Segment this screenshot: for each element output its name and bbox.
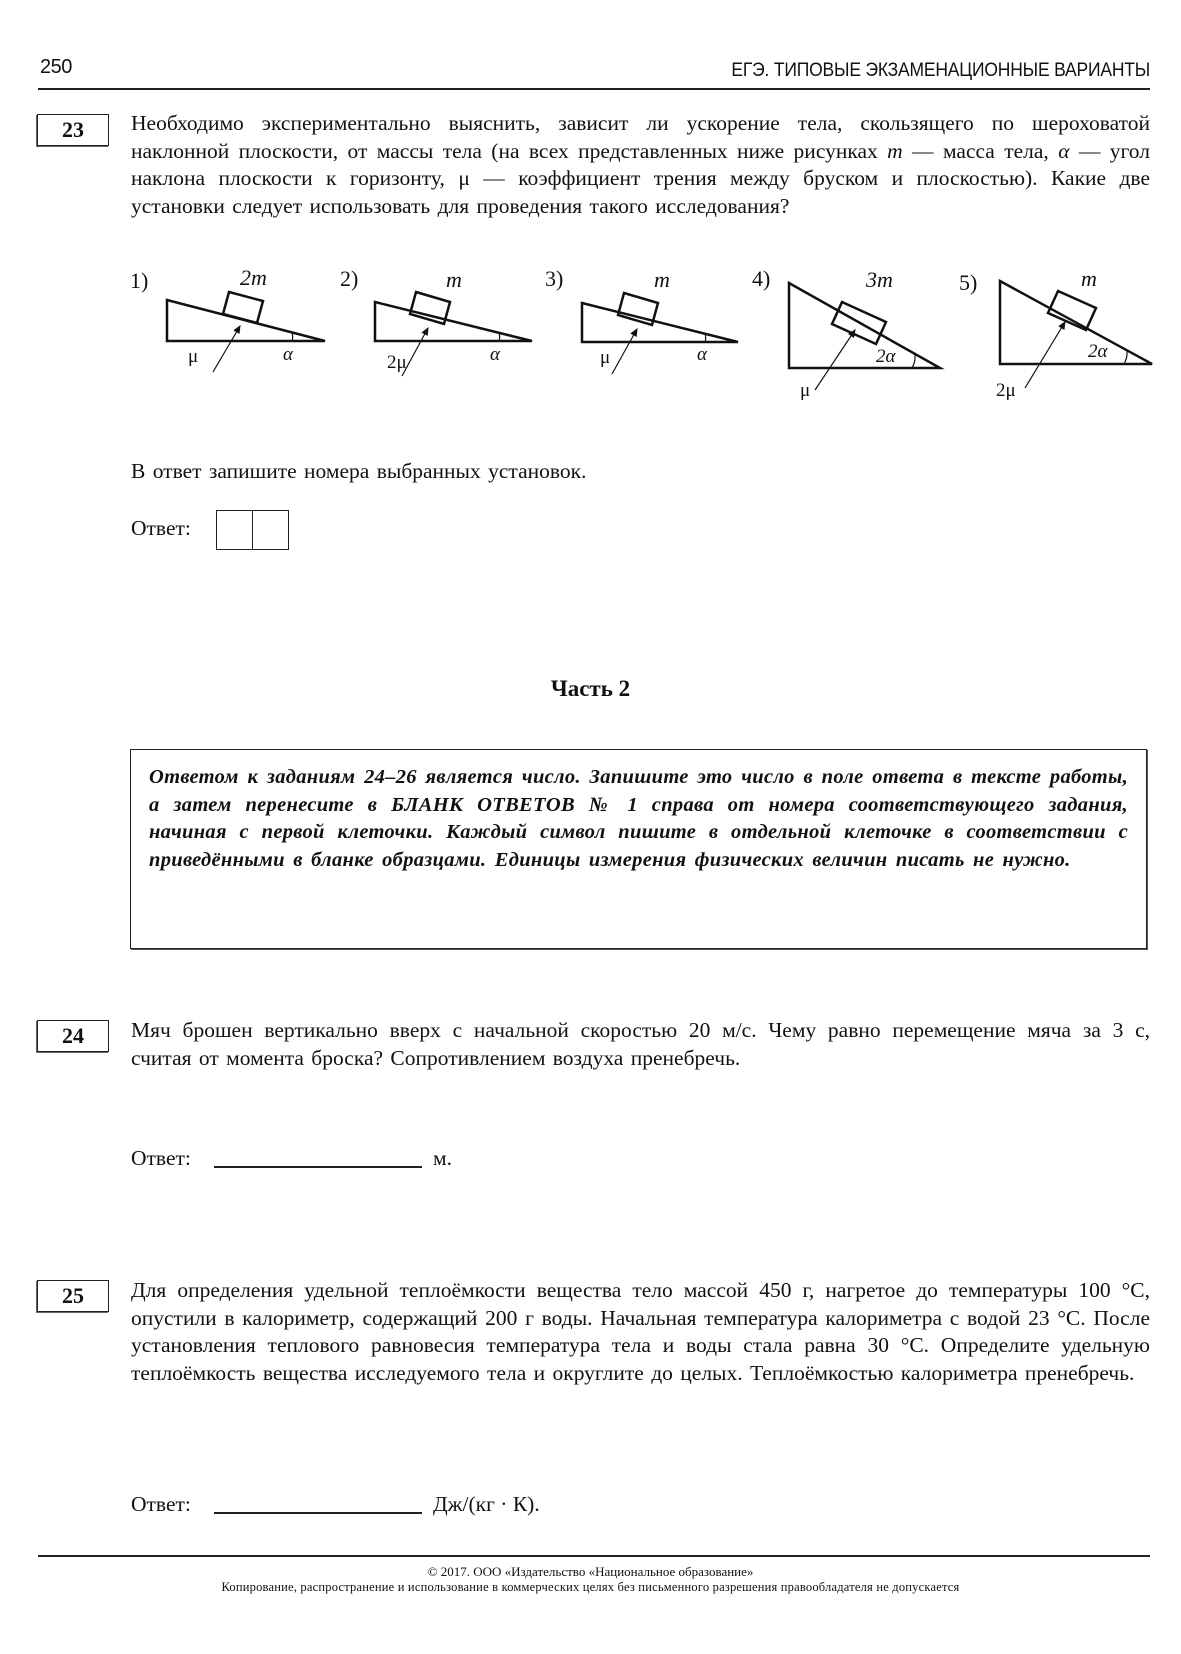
answer-cell-1[interactable] xyxy=(217,511,252,549)
figure-4-mass: 3m xyxy=(866,267,893,292)
figure-4 xyxy=(789,283,940,390)
figure-4-angle: 2α xyxy=(876,346,896,367)
task-23-instruction: В ответ запишите номера выбранных установок. xyxy=(131,459,587,483)
footer-divider xyxy=(38,1555,1150,1557)
figure-2-label: 2) xyxy=(340,266,359,291)
figure-5-friction: 2μ xyxy=(996,380,1016,401)
figure-5-mass: m xyxy=(1081,266,1097,291)
task-24-answer-line xyxy=(214,1166,422,1168)
task-25-answer-field[interactable] xyxy=(214,1486,422,1510)
figure-1-friction: μ xyxy=(188,346,199,367)
figure-5 xyxy=(1000,281,1152,388)
task-23-text: Необходимо экспериментально выяснить, зависит ли ускорение тела, скользящего по шероховатой наклонной плоскости, от массы тела (на всех представленных ниже рисунках xyxy=(131,111,1150,163)
task-25-answer-label: Ответ: xyxy=(131,1492,191,1516)
figure-1-label: 1) xyxy=(130,268,149,293)
header-divider xyxy=(38,88,1150,90)
figure-3-friction: μ xyxy=(600,347,611,368)
figure-3-mass: m xyxy=(654,267,670,292)
footer-legal-notice: Копирование, распространение и использование в коммерческих целях без письменного разрешения правообладателя не допускается xyxy=(221,1580,960,1594)
figure-4-friction: μ xyxy=(800,380,811,401)
task-24-unit: м. xyxy=(433,1146,452,1170)
figure-3-label: 3) xyxy=(545,266,564,291)
task-23-question: Необходимо экспериментально выяснить, зависит ли ускорение тела, скользящего по шероховатой наклонной плоскости, от массы тела (на всех представленных ниже рисунках m — масса тела, α — угол наклона плоскости к горизонту, μ — коэффициент трения между бруском и плоскостью). Какие две установки следует использовать для проведения такого исследования? xyxy=(131,111,1150,218)
running-title: ЕГЭ. ТИПОВЫЕ ЭКЗАМЕНАЦИОННЫЕ ВАРИАНТЫ xyxy=(731,60,1150,81)
figure-5-label: 5) xyxy=(959,270,978,295)
task-number-23: 23 xyxy=(37,114,109,146)
task-24-answer-field[interactable] xyxy=(214,1140,422,1164)
part-2-title: Часть 2 xyxy=(550,676,631,701)
inclined-plane-figures xyxy=(0,260,1181,410)
task-23-answer-label: Ответ: xyxy=(131,516,191,540)
figure-3-angle: α xyxy=(697,344,707,365)
figure-5-angle: 2α xyxy=(1088,341,1108,362)
figure-1-angle: α xyxy=(283,344,293,365)
task-24-question: Мяч брошен вертикально вверх с начальной скоростью 20 м/с. Чему равно перемещение мяча за 3 с, считая от момента броска? Сопротивлением воздуха пренебречь. xyxy=(131,1018,1150,1070)
task-number-24: 24 xyxy=(37,1020,109,1052)
task-number-25: 25 xyxy=(37,1280,109,1312)
part-2-instructions: Ответом к заданиям 24–26 является число. Запишите это число в поле ответа в тексте работы, а затем перенесите в БЛАНК ОТВЕТОВ № 1 справа от номера соответствующего задания, начиная с первой клеточки. Каждый символ пишите в отдельной клеточке в соответствии с приведёнными в бланке образцами. Единицы измерения физических величин писать не нужно. xyxy=(149,766,1128,871)
task-25-answer-line xyxy=(214,1512,422,1514)
symbol-mu: μ xyxy=(458,166,470,190)
task-23-answer-cells xyxy=(216,510,289,550)
figure-2-friction: 2μ xyxy=(387,352,407,373)
figure-4-label: 4) xyxy=(752,266,771,291)
symbol-m: m xyxy=(887,138,903,163)
footer-copyright: © 2017. ООО «Издательство «Национальное образование» xyxy=(427,1564,754,1579)
symbol-alpha: α xyxy=(1058,138,1070,163)
answer-cell-2[interactable] xyxy=(252,511,288,549)
figure-2-angle: α xyxy=(490,344,500,365)
part-2-instructions-box xyxy=(130,749,1147,949)
page-number: 250 xyxy=(40,56,72,78)
task-25-unit: Дж/(кг · К). xyxy=(433,1492,540,1516)
figure-1-mass: 2m xyxy=(240,265,267,290)
task-25-question: Для определения удельной теплоёмкости вещества тело массой 450 г, нагретое до температуры 100 °С, опустили в калориметр, содержащий 200 г воды. Начальная температура калориметра с водой 23 °С. После установления теплового равновесия температура тела и воды стала равна 30 °С. Определите удельную теплоёмкость вещества исследуемого тела и округлите до целых. Теплоёмкостью калориметра пренебречь. xyxy=(131,1278,1150,1385)
task-24-answer-label: Ответ: xyxy=(131,1146,191,1170)
figure-2-mass: m xyxy=(446,267,462,292)
